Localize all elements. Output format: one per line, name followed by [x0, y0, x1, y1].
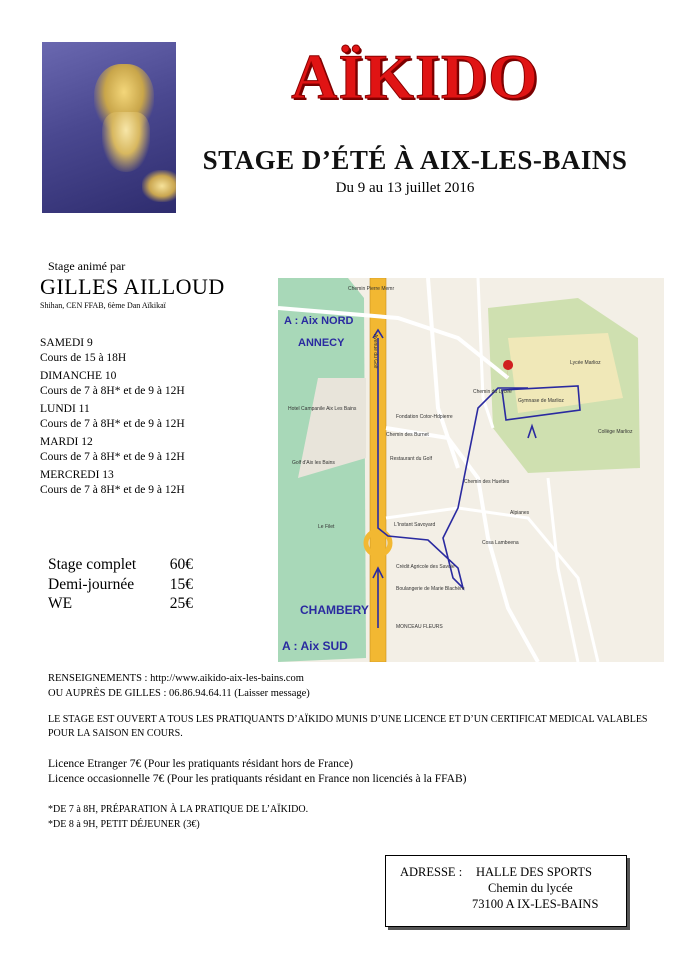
schedule-day: LUNDI 11	[40, 403, 90, 415]
footnote: *DE 7 à 8H, PRÉPARATION À LA PRATIQUE DE L’AÏKIDO.	[48, 804, 309, 815]
price-amount: 60€	[169, 556, 193, 573]
address-label: ADRESSE :	[400, 865, 463, 879]
map-label-north: A : Aix NORD	[284, 315, 354, 327]
address-line: 73100 A IX-LES-BAINS	[472, 897, 599, 911]
map-place: Lycée Marlioz	[570, 360, 601, 366]
schedule	[40, 336, 185, 501]
licence-line: Licence Etranger 7€ (Pour les pratiquants résidant hors de France)	[48, 758, 353, 770]
map-road	[548, 478, 578, 662]
schedule-entry	[40, 369, 185, 398]
map-road	[386, 508, 598, 662]
map-street: Avenue du Golf	[372, 334, 378, 369]
page-title: AÏKIDO	[291, 41, 539, 112]
schedule-day: MARDI 12	[40, 436, 93, 448]
map-place: Collège Marlioz	[598, 429, 633, 435]
page-subtitle: STAGE D’ÉTÉ À AIX-LES-BAINS	[202, 145, 628, 175]
footnotes	[48, 802, 308, 832]
map-place: Golf d'Aix les Bains	[292, 460, 335, 466]
instructor-name: GILLES AILLOUD	[40, 274, 225, 299]
map-street: Chemin du Lycée	[473, 389, 512, 395]
schedule-entry	[40, 468, 185, 497]
map-place: L'Instant Savoyard	[394, 522, 436, 528]
schedule-day: MERCREDI 13	[40, 469, 114, 481]
price-label: Stage complet	[48, 556, 137, 573]
price-row	[48, 575, 193, 595]
schedule-day: DIMANCHE 10	[40, 370, 117, 382]
schedule-entry	[40, 435, 185, 464]
event-dates: Du 9 au 13 juillet 2016	[335, 180, 475, 196]
map-drawing	[278, 278, 664, 662]
price-label: Demi-journée	[48, 575, 135, 593]
map-label-annecy: ANNECY	[298, 337, 345, 349]
map-street: Chemin des Huettes	[464, 479, 510, 485]
portrait-beard	[102, 112, 150, 172]
instructor-rank: Shihan, CEN FFAB, 6ème Dan Aïkikaï	[40, 301, 166, 310]
licence-line: Licence occasionnelle 7€ (Pour les pratiquants résidant en France non licenciés à la FFAB)	[48, 772, 467, 785]
price-amount: 25€	[169, 595, 193, 612]
phone-line: OU AUPRÈS DE GILLES : 06.86.94.64.11 (Laisser message)	[48, 688, 310, 699]
map-place: Hotel Campanile Aix Les Bains	[288, 406, 357, 412]
map-place: Alpianes	[510, 510, 530, 516]
licence-info	[48, 757, 466, 786]
schedule-hours: Cours de 7 à 8H* et de 9 à 12H	[40, 483, 185, 496]
map-street: Chemin Pierre Memr	[348, 286, 395, 292]
schedule-entry	[40, 336, 185, 365]
address-line: HALLE DES SPORTS	[476, 865, 592, 879]
map-label-chambery: CHAMBERY	[300, 603, 369, 617]
map-label-south: A : Aix SUD	[282, 639, 348, 653]
price-amount: 15€	[169, 575, 193, 593]
address-line: Chemin du lycée	[488, 881, 573, 895]
website-line: RENSEIGNEMENTS : http://www.aikido-aix-les-bains.com	[48, 673, 304, 684]
footnote: *DE 8 à 9H, PETIT DÉJEUNER (3€)	[48, 819, 200, 830]
map-street: Chemin des Burnet	[386, 432, 429, 438]
map-place: Restaurant du Golf	[390, 456, 432, 462]
map-road	[428, 278, 458, 468]
schedule-hours: Cours de 15 à 18H	[40, 351, 127, 364]
map-place: MONCEAU FLEURS	[396, 624, 443, 630]
map-place: Boulangerie de Marie Blachère	[396, 586, 465, 592]
founder-portrait	[42, 42, 176, 213]
map-place: Cosa Lambeena	[482, 540, 519, 546]
price-row	[48, 594, 193, 614]
map-place: Crédit Agricole des Savoie	[396, 564, 455, 570]
address-box	[385, 855, 627, 927]
portrait-hand	[142, 170, 176, 202]
price-row	[48, 555, 193, 575]
conditions-text: LE STAGE EST OUVERT A TOUS LES PRATIQUANTS D’AÏKIDO MUNIS D’UNE LICENCE ET D’UN CERTIFICAT MEDICAL VALABLES POUR LA SAISON EN COURS.	[48, 714, 648, 739]
map-place: Gymnase de Marlioz	[518, 398, 564, 404]
map-street: Le Filet	[318, 524, 335, 530]
price-label: WE	[48, 595, 73, 612]
price-list	[48, 555, 193, 614]
access-map	[278, 278, 664, 662]
map-place: Fondation Cotor-Hdpierre	[396, 414, 453, 420]
contact-info	[48, 671, 310, 701]
schedule-hours: Cours de 7 à 8H* et de 9 à 12H	[40, 417, 185, 430]
schedule-day: SAMEDI 9	[40, 337, 93, 349]
schedule-entry	[40, 402, 185, 431]
schedule-hours: Cours de 7 à 8H* et de 9 à 12H	[40, 384, 185, 397]
schedule-hours: Cours de 7 à 8H* et de 9 à 12H	[40, 450, 185, 463]
instructor-intro: Stage animé par	[48, 259, 126, 273]
